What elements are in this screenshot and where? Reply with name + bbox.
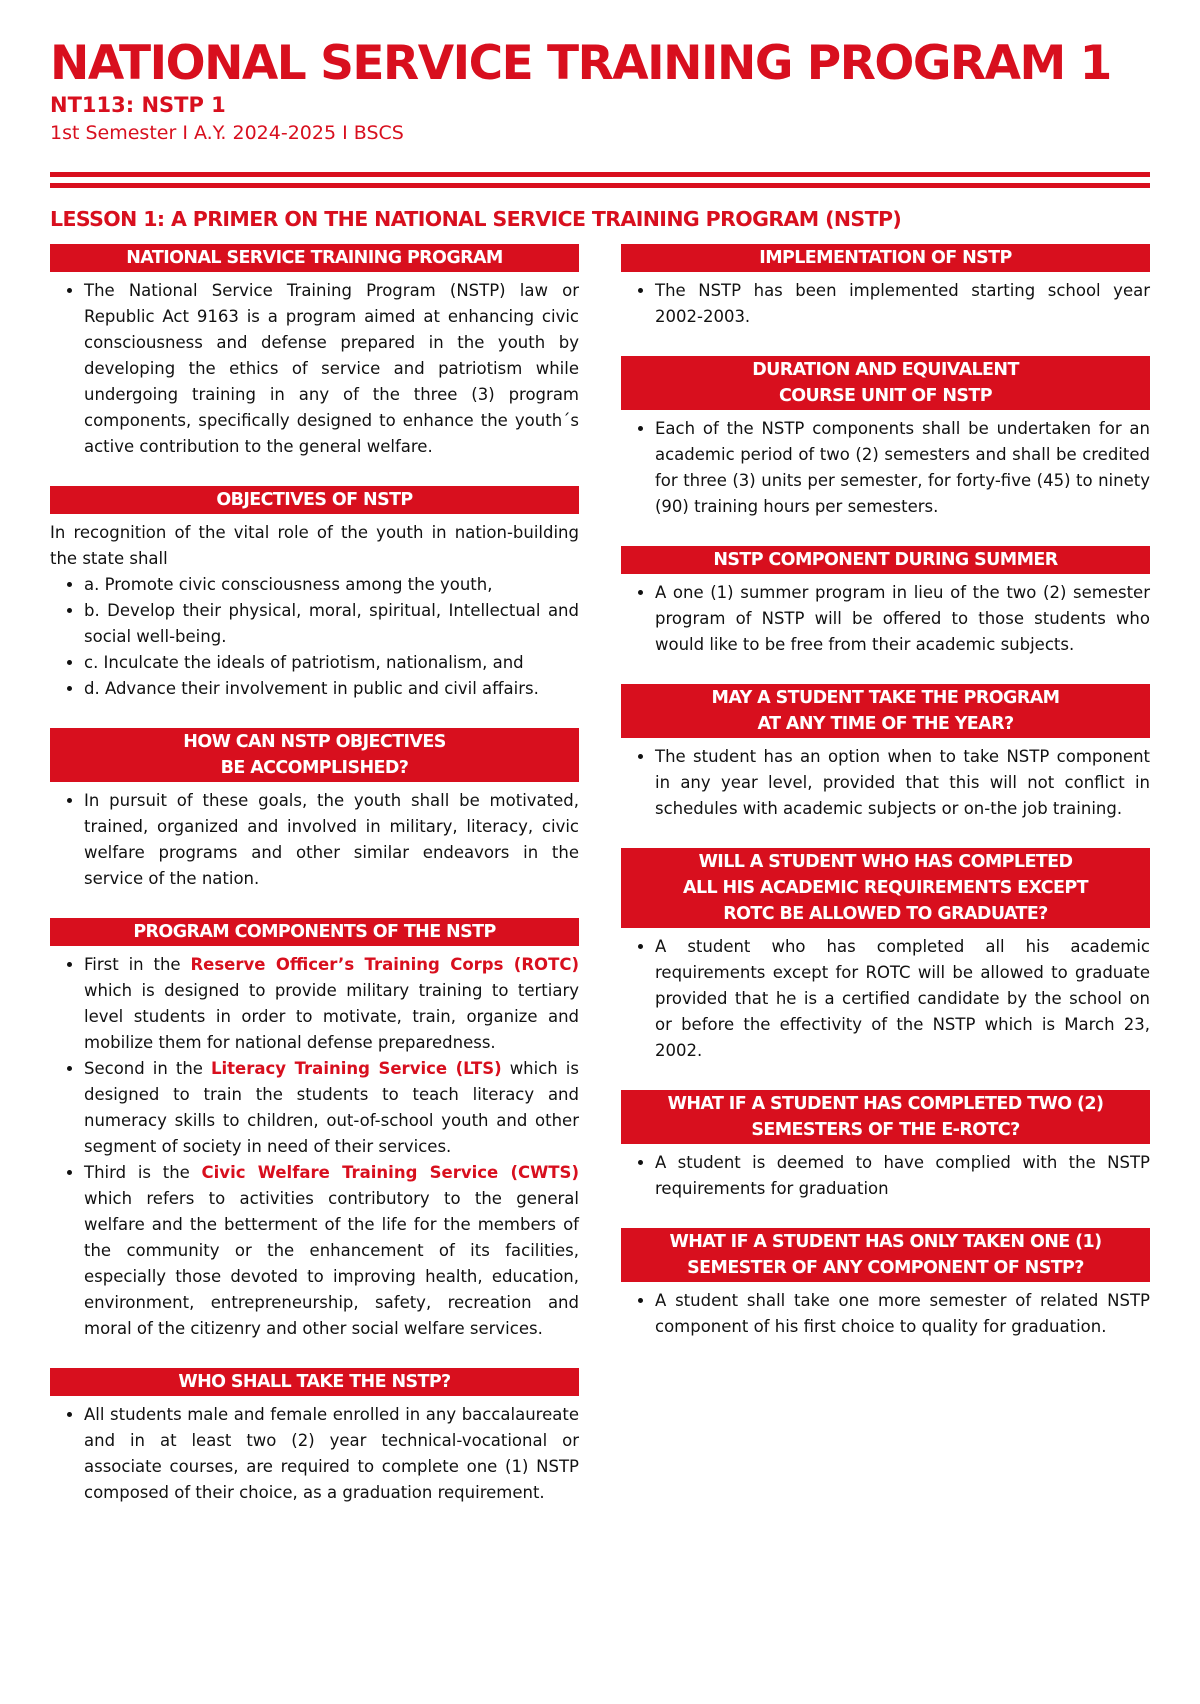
bullet-list [50, 572, 579, 702]
section-heading [621, 1228, 1150, 1282]
section-how-accomplished [50, 728, 579, 892]
list-item [84, 1056, 579, 1160]
heading-line: ALL HIS ACADEMIC REQUIREMENTS EXCEPT [683, 878, 1088, 898]
section-one-semester [621, 1228, 1150, 1340]
section-heading: NSTP COMPONENT DURING SUMMER [621, 546, 1150, 574]
objectives-intro: In recognition of the vital role of the youth in nation-building the state shall [50, 523, 579, 568]
heading-line: SEMESTER OF ANY COMPONENT OF NSTP? [687, 1258, 1084, 1278]
list-item: • All students male and female enrolled in any baccalaureate and in at least two (2) year technical-vocational or associate courses, are required to complete one (1) NSTP composed of their choice, as a graduation requirement. [84, 1402, 579, 1506]
list-item: • A one (1) summer program in lieu of the two (2) semester program of NSTP will be offered to those students who would like to be free from their academic subjects. [655, 580, 1150, 658]
two-column-body [50, 244, 1150, 1532]
section-heading: PROGRAM COMPONENTS OF THE NSTP [50, 918, 579, 946]
section-heading [621, 1090, 1150, 1144]
component-description: which is designed to train the students to teach literacy and numeracy skills to children, out-of-school youth and other segment of society in need of their services. [84, 1059, 579, 1156]
bullet-list [621, 580, 1150, 658]
section-implementation [621, 244, 1150, 330]
section-program-components [50, 918, 579, 1342]
section-heading: WHO SHALL TAKE THE NSTP? [50, 1368, 579, 1396]
list-item: • The student has an option when to take NSTP component in any year level, provided that this will not conflict in schedules with academic subjects or on-the job training. [655, 744, 1150, 822]
heading-line: HOW CAN NSTP OBJECTIVES [183, 732, 446, 752]
component-description: which is designed to provide military training to tertiary level students in order to motivate, train, organize and mobilize them for national defense preparedness. [84, 981, 579, 1052]
list-item: • d. Advance their involvement in public and civil affairs. [84, 676, 579, 702]
bullet-list [621, 416, 1150, 520]
section-heading: IMPLEMENTATION OF NSTP [621, 244, 1150, 272]
list-item: • In pursuit of these goals, the youth shall be motivated, trained, organized and involved in military, literacy, civic welfare programs and other similar endeavors in the service of the nation. [84, 788, 579, 892]
list-item [84, 952, 579, 1056]
component-description: which refers to activities contributory to the general welfare and the betterment of the life for the members of the community or the enhancement of its facilities, especially those devoted to improving health, education, environment, entrepreneurship, safety, recreation and moral of the citizenry and other social welfare services. [84, 1189, 579, 1338]
header-divider-bottom [50, 183, 1150, 188]
list-item [84, 1160, 579, 1342]
section-graduate-without-rotc [621, 848, 1150, 1064]
bullet-list [50, 788, 579, 892]
section-any-time [621, 684, 1150, 822]
right-column [621, 244, 1150, 1532]
heading-line: WHAT IF A STUDENT HAS COMPLETED TWO (2) [667, 1094, 1104, 1114]
list-item: • c. Inculcate the ideals of patriotism, nationalism, and [84, 650, 579, 676]
heading-line: DURATION AND EQUIVALENT [752, 360, 1019, 380]
section-who-shall-take [50, 1368, 579, 1506]
section-heading [621, 684, 1150, 738]
component-name-cwts: Civic Welfare Training Service (CWTS) [201, 1163, 579, 1182]
bullet-list [621, 1150, 1150, 1202]
list-item: • A student shall take one more semester of related NSTP component of his first choice to quality for graduation. [655, 1288, 1150, 1340]
section-duration [621, 356, 1150, 520]
list-item: • The National Service Training Program (NSTP) law or Republic Act 9163 is a program aimed at enhancing civic consciousness and defense prepared in the youth by developing the ethics of service and patriotism while undergoing training in any of the three (3) program components, specifically designed to enhance the youth´s active contribution to the general welfare. [84, 278, 579, 460]
section-heading [621, 356, 1150, 410]
bullet-list [621, 278, 1150, 330]
heading-line: WHAT IF A STUDENT HAS ONLY TAKEN ONE (1) [669, 1232, 1102, 1252]
section-heading: NATIONAL SERVICE TRAINING PROGRAM [50, 244, 579, 272]
heading-line: AT ANY TIME OF THE YEAR? [757, 714, 1014, 734]
bullet-list [621, 1288, 1150, 1340]
heading-line: MAY A STUDENT TAKE THE PROGRAM [711, 688, 1060, 708]
list-item: • A student who has completed all his academic requirements except for ROTC will be allowed to graduate provided that he is a certified candidate by the school on or before the effectivity of the NSTP which is March 23, 2002. [655, 934, 1150, 1064]
bullet-list [50, 278, 579, 460]
header-divider-top [50, 172, 1150, 177]
heading-line: ROTC BE ALLOWED TO GRADUATE? [723, 904, 1048, 924]
section-objectives [50, 486, 579, 702]
document-title: NATIONAL SERVICE TRAINING PROGRAM 1 [50, 36, 1111, 91]
component-intro: First in the [84, 955, 191, 974]
list-item: • The NSTP has been implemented starting school year 2002-2003. [655, 278, 1150, 330]
list-item: • Each of the NSTP components shall be undertaken for an academic period of two (2) semesters and shall be credited for three (3) units per semester, for forty-five (45) to ninety (90) training hours per semesters. [655, 416, 1150, 520]
course-meta: 1st Semester I A.Y. 2024-2025 I BSCS [50, 122, 404, 144]
section-heading [50, 728, 579, 782]
list-item: • A student is deemed to have complied with the NSTP requirements for graduation [655, 1150, 1150, 1202]
section-heading: OBJECTIVES OF NSTP [50, 486, 579, 514]
component-name-lts: Literacy Training Service (LTS) [211, 1059, 502, 1078]
heading-line: COURSE UNIT OF NSTP [779, 386, 992, 406]
list-item: • b. Develop their physical, moral, spiritual, Intellectual and social well-being. [84, 598, 579, 650]
section-summer [621, 546, 1150, 658]
heading-line: SEMESTERS OF THE E-ROTC? [751, 1120, 1020, 1140]
bullet-list [621, 934, 1150, 1064]
component-intro: Third is the [84, 1163, 202, 1182]
bullet-list [621, 744, 1150, 822]
section-erotc [621, 1090, 1150, 1202]
course-code: NT113: NSTP 1 [50, 93, 226, 117]
bullet-list [50, 1402, 579, 1506]
list-item: • a. Promote civic consciousness among the youth, [84, 572, 579, 598]
component-name-rotc: Reserve Officer’s Training Corps (ROTC) [190, 955, 579, 974]
heading-line: BE ACCOMPLISHED? [220, 758, 409, 778]
heading-line: WILL A STUDENT WHO HAS COMPLETED [698, 852, 1073, 872]
component-intro: Second in the [84, 1059, 211, 1078]
left-column [50, 244, 579, 1532]
section-heading [621, 848, 1150, 928]
section-nstp [50, 244, 579, 460]
lesson-title: LESSON 1: A PRIMER ON THE NATIONAL SERVICE TRAINING PROGRAM (NSTP) [50, 207, 902, 231]
bullet-list [50, 952, 579, 1342]
